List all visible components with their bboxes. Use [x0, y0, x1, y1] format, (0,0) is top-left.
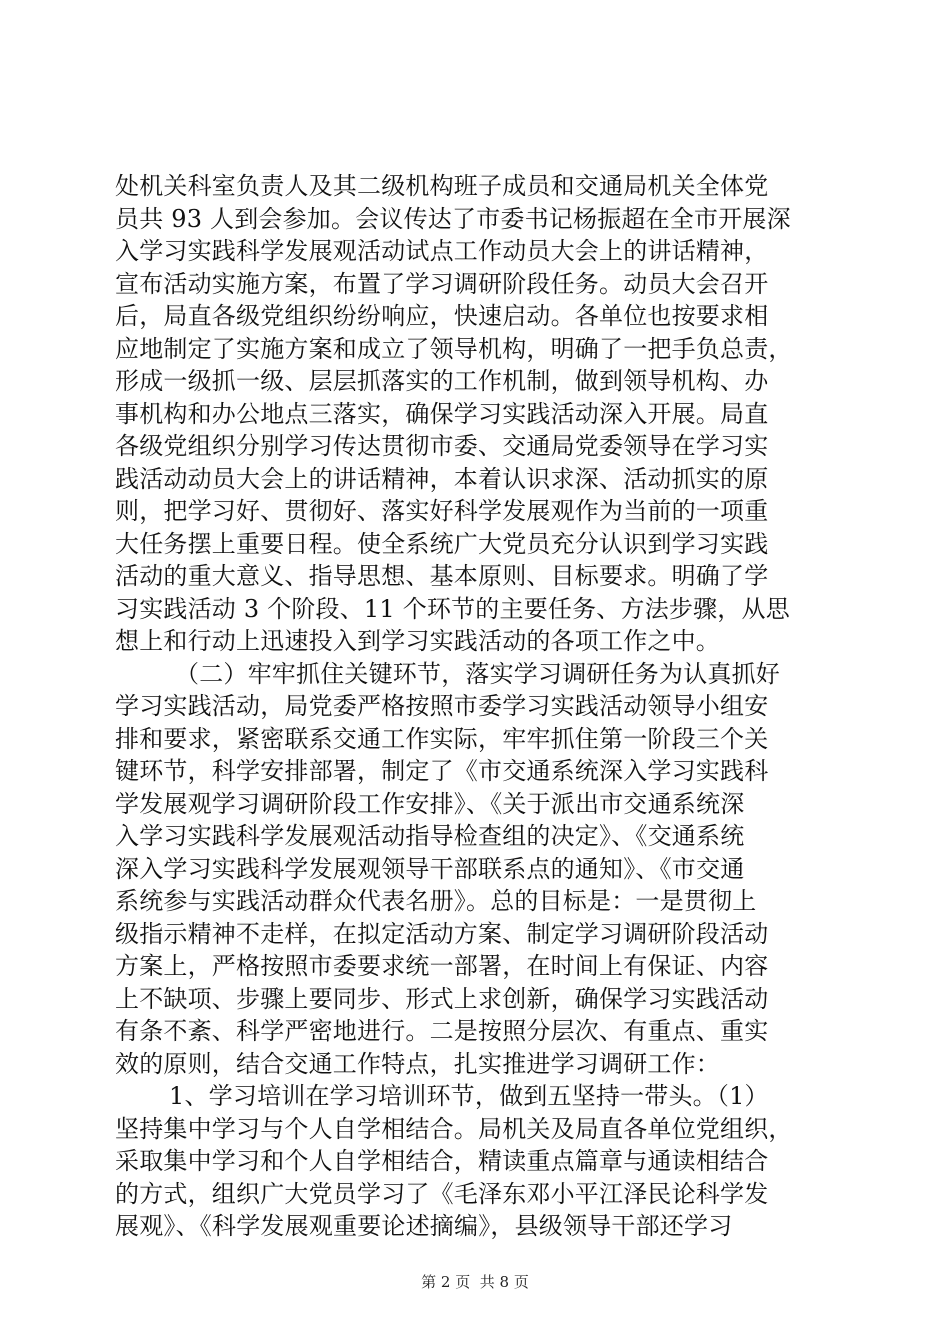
text-line: 坚持集中学习与个人自学相结合。局机关及局直各单位党组织， [115, 1114, 793, 1143]
text-line: 应地制定了实施方案和成立了领导机构，明确了一把手负总责， [115, 334, 793, 363]
text-line: 员共 93 人到会参加。会议传达了市委书记杨振超在全市开展深 [115, 204, 791, 233]
body-text [115, 170, 850, 1243]
text-line: 想上和行动上迅速投入到学习实践活动的各项工作之中。 [115, 627, 720, 655]
text-line: 采取集中学习和个人自学相结合，精读重点篇章与通读相结合 [115, 1147, 769, 1175]
text-line: 排和要求，紧密联系交通工作实际，牢牢抓住第一阶段三个关 [115, 724, 769, 753]
text-line: 事机构和办公地点三落实，确保学习实践活动深入开展。局直 [115, 399, 769, 428]
text-line: 入学习实践科学发展观活动指导检查组的决定》、《交通系统 [115, 822, 745, 850]
text-line: 方案上，严格按照市委要求统一部署，在时间上有保证、内容 [115, 952, 769, 980]
text-line: 效的原则，结合交通工作特点，扎实推进学习调研工作： [115, 1049, 720, 1078]
text-line: 学发展观学习调研阶段工作安排》、《关于派出市交通系统深 [115, 789, 745, 818]
text-line: 深入学习实践科学发展观领导干部联系点的通知》、《市交通 [115, 854, 745, 883]
text-line: 大任务摆上重要日程。使全系统广大党员充分认识到学习实践 [115, 529, 769, 558]
text-line: 键环节，科学安排部署，制定了《市交通系统深入学习实践科 [115, 757, 769, 785]
text-line: 的方式，组织广大党员学习了《毛泽东邓小平江泽民论科学发 [115, 1179, 769, 1208]
text-line: 入学习实践科学发展观活动试点工作动员大会上的讲话精神， [115, 237, 769, 265]
text-line: 习实践活动 3 个阶段、11 个环节的主要任务、方法步骤，从思 [115, 594, 790, 623]
paragraph-heading: （二）牢牢抓住关键环节，落实学习调研任务为认真抓好 [175, 659, 780, 688]
page-number-footer: 第 2 页 共 8 页 [421, 1273, 529, 1291]
text-line: 践活动动员大会上的讲话精神，本着认识求深、活动抓实的原 [115, 464, 769, 493]
text-line: 上不缺项、步骤上要同步、形式上求创新，确保学习实践活动 [115, 984, 769, 1013]
text-line: 活动的重大意义、指导思想、基本原则、目标要求。明确了学 [115, 562, 769, 590]
text-line: 则，把学习好、贯彻好、落实好科学发展观作为当前的一项重 [115, 497, 769, 525]
text-line: 有条不紊、科学严密地进行。二是按照分层次、有重点、重实 [115, 1017, 769, 1045]
text-line: 宣布活动实施方案，布置了学习调研阶段任务。动员大会召开 [115, 269, 769, 298]
text-line: 处机关科室负责人及其二级机构班子成员和交通局机关全体党 [115, 172, 769, 200]
text-line: 后，局直各级党组织纷纷响应，快速启动。各单位也按要求相 [115, 302, 769, 330]
text-line: 形成一级抓一级、层层抓落实的工作机制，做到领导机构、办 [115, 367, 769, 395]
text-line: 各级党组织分别学习传达贯彻市委、交通局党委领导在学习实 [115, 432, 769, 460]
paragraph-heading: 1、学习培训在学习培训环节，做到五坚持一带头。（1） [169, 1082, 769, 1110]
text-line: 级指示精神不走样，在拟定活动方案、制定学习调研阶段活动 [115, 919, 769, 948]
text-line: 学习实践活动，局党委严格按照市委学习实践活动领导小组安 [115, 692, 769, 720]
text-line: 系统参与实践活动群众代表名册》。总的目标是：一是贯彻上 [115, 887, 757, 915]
text-line: 展观》、《科学发展观重要论述摘编》，县级领导干部还学习 [115, 1212, 733, 1240]
